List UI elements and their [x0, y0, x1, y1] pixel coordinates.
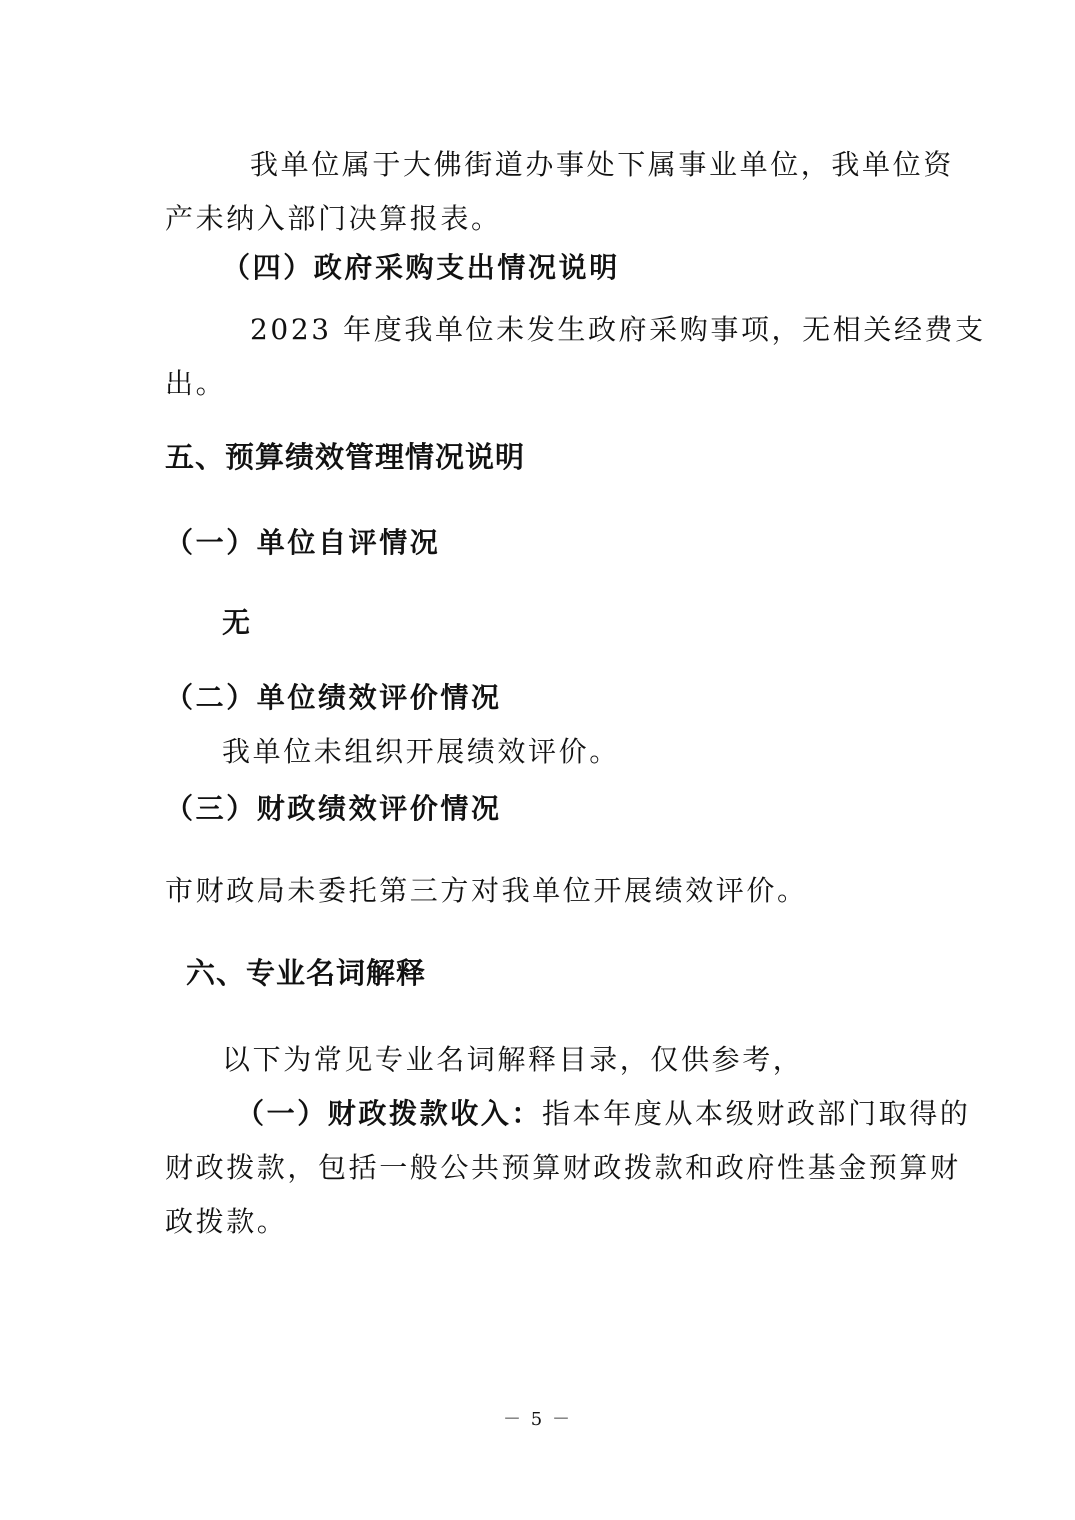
sub-section-2-heading: （二）单位绩效评价情况: [165, 681, 502, 714]
sub-section-2-body: 我单位未组织开展绩效评价。: [222, 735, 620, 768]
section-six-heading: 六、专业名词解释: [186, 956, 427, 990]
sub-section-1-body: 无: [222, 606, 253, 639]
term-1-line-1: [236, 1094, 971, 1134]
sub-section-3-heading: （三）财政绩效评价情况: [165, 792, 502, 825]
section-five-heading: 五、预算绩效管理情况说明: [165, 440, 526, 474]
assets-paragraph-line-1: 我单位属于大佛街道办事处下属事业单位，我单位资: [250, 148, 954, 181]
term-1-definition-start: 指本年度从本级财政部门取得的: [542, 1097, 971, 1130]
term-1-line-3: 政拨款。: [165, 1205, 288, 1238]
page-number: － 5 －: [503, 1409, 572, 1430]
sub-section-1-heading: （一）单位自评情况: [165, 526, 441, 559]
procurement-paragraph-line-1: 2023 年度我单位未发生政府采购事项，无相关经费支: [250, 313, 986, 346]
term-1-line-2: 财政拨款，包括一般公共预算财政拨款和政府性基金预算财: [165, 1151, 961, 1184]
glossary-intro: 以下为常见专业名词解释目录，仅供参考，: [222, 1043, 804, 1076]
term-1-label: （一）财政拨款收入：: [236, 1097, 543, 1130]
sub-section-3-body: 市财政局未委托第三方对我单位开展绩效评价。: [165, 874, 808, 907]
section-4-heading: （四）政府采购支出情况说明: [222, 251, 620, 284]
assets-paragraph-line-2: 产未纳入部门决算报表。: [165, 202, 502, 235]
procurement-paragraph-line-2: 出。: [165, 367, 227, 400]
